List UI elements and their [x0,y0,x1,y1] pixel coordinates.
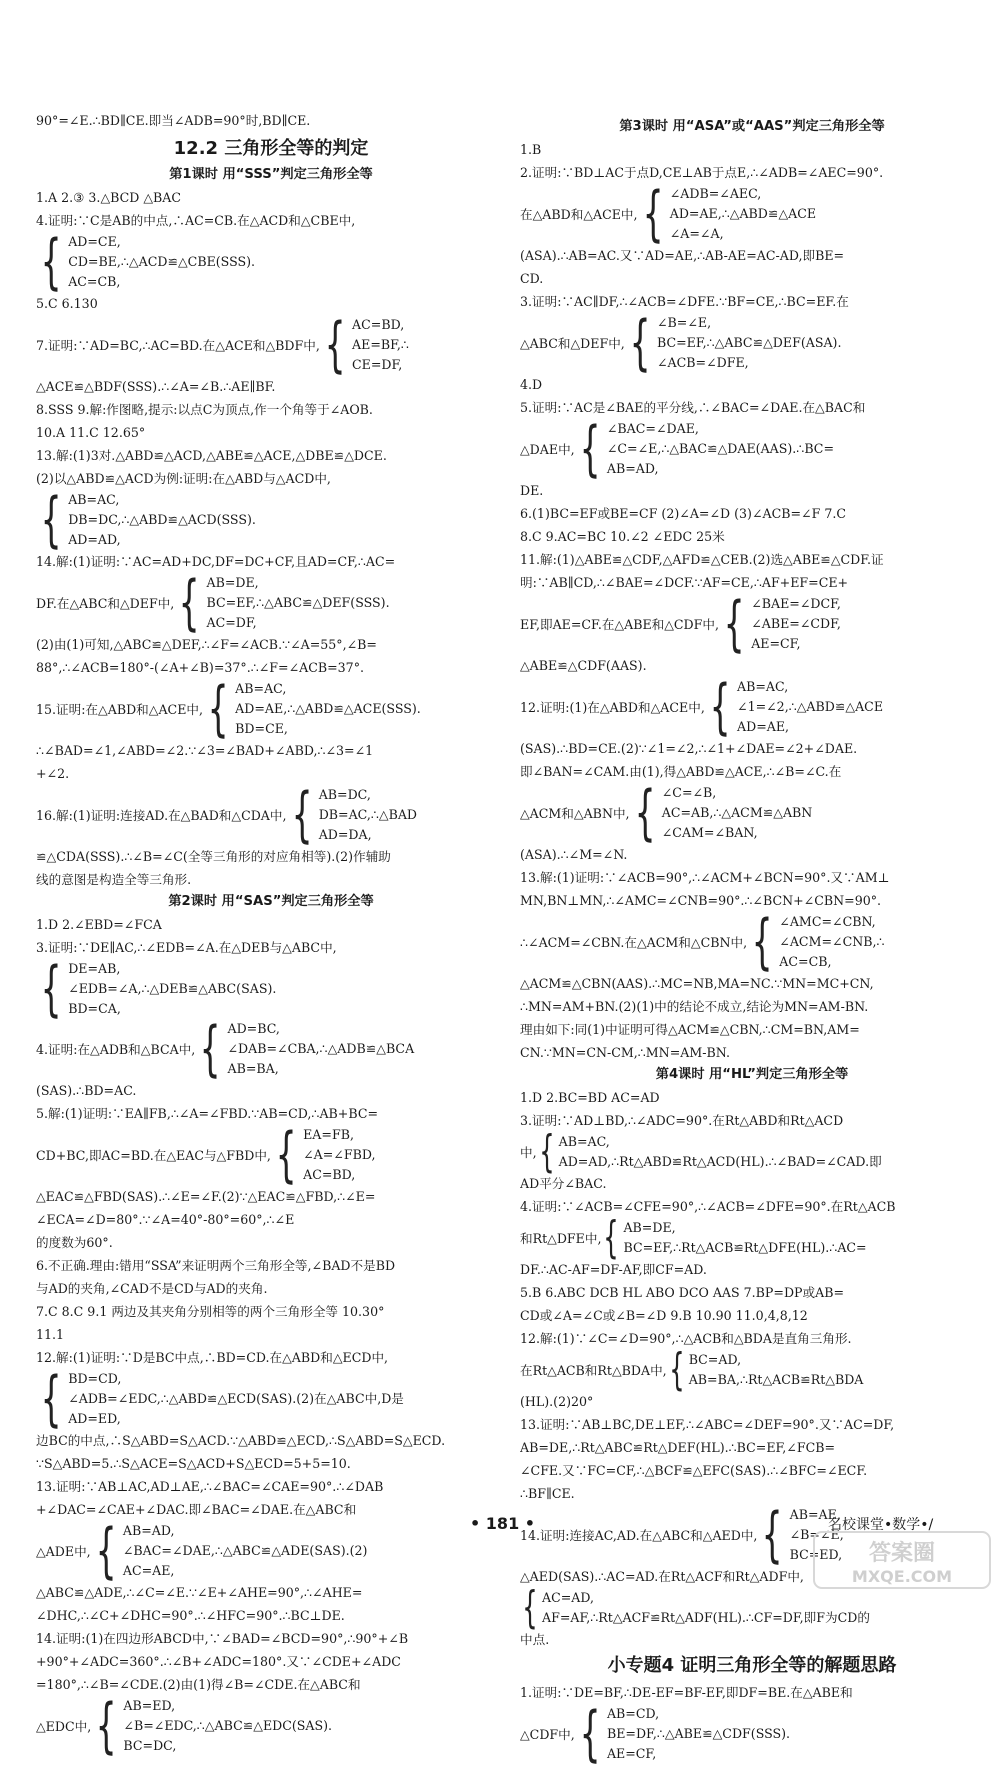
answer-line: △EAC≌△FBD(SAS).∴∠E=∠F.(2)∵△EAC≌△FBD,∴∠E= [36,1189,376,1204]
equation-system [36,485,506,555]
page-number: • 181 • [470,1514,535,1533]
brace: { [579,1699,601,1769]
equation-system [520,907,984,977]
text: 中, [520,1144,537,1160]
answer-line: +90°+∠ADC=360°.∴∠B+∠ADC=180°.又∵∠CDE+∠ADC [36,1654,401,1669]
answer-line: (ASA).∴AB=AC.又∵AD=AE,∴AB-AE=AC-AD,即BE= [520,248,845,263]
eq: AC=AD, [542,1590,595,1605]
answer-line: 4.证明:∵∠ACB=∠CFE=90°,∴∠ACB=∠DFE=90°.在Rt△ACB [520,1199,896,1214]
eq: ∠B=∠E, [657,315,712,330]
brace: { [668,1344,685,1395]
watermark-logo [812,1530,992,1590]
brace: { [579,414,601,484]
eq: BD=CE, [235,721,288,736]
eq: ∠ACM=∠CNB,∴ [779,934,885,949]
answer-line: +∠DAC=∠CAE+∠DAC.即∠BAC=∠DAE.在△ABC和 [36,1502,357,1517]
eq: AE=CF, [606,1746,657,1761]
answer-line: 线的意图是构造全等三角形. [36,872,192,887]
brace: { [207,674,229,744]
eq: ∠1=∠2,∴△ABD≌△ACE [737,699,884,714]
eq: ∠BAE=∠DCF, [751,596,841,611]
text: 12.证明:(1)在△ABD和△ACE中, [520,699,705,715]
eq: AB=AD, [606,461,659,476]
eq: AC=CB, [779,954,832,969]
answer-line: 1.B [520,142,542,157]
answer-line: =180°,∴∠B=∠CDE.(2)由(1)得∠B=∠CDE.在△ABC和 [36,1677,361,1692]
eq: AB=AC, [558,1134,610,1149]
topic-title: 小专题4 证明三角形全等的解题思路 [607,1655,897,1676]
eq: BC=EF,∴△ABC≌△DEF(SSS). [206,595,390,610]
eq: ∠B=∠E, [789,1527,844,1542]
equation-system [520,672,984,742]
answer-line: 5.证明:∵AC是∠BAE的平分线,∴∠BAC=∠DAE.在△BAC和 [520,400,866,415]
eq: AB=DE, [206,575,259,590]
answer-line: (ASA).∴∠M=∠N. [520,847,628,862]
answer-line: 6.(1)BC=EF或BE=CF (2)∠A=∠D (3)∠ACB=∠F 7.C [520,506,846,521]
answer-line: DF.∴AC-AF=DF-AF,即CF=AD. [520,1262,707,1277]
brace: { [709,672,731,742]
brace: { [642,179,664,249]
eq: AC=AE, [122,1563,175,1578]
answer-line: 8.SSS 9.解:作图略,提示:以点C为顶点,作一个角等于∠AOB. [36,402,373,417]
eq: AD=DA, [318,827,372,842]
eq: BC=ED, [789,1547,843,1562]
answer-line: 3.证明:∵AC∥DF,∴∠ACB=∠DFE.∵BF=CE,∴BC=EF.在 [520,294,849,309]
answer-line: 1.D 2.∠EBD=∠FCA [36,917,162,932]
eq: AB=AC, [737,679,789,694]
brace: { [40,485,62,555]
text: 14.证明:连接AC,AD.在△ABC和△AED中, [520,1527,758,1543]
answer-line: CD. [520,271,544,286]
answer-line: ∴∠BAD=∠1,∠ABD=∠2.∵∠3=∠BAD+∠ABD,∴∠3=∠1 [36,743,374,758]
eq: ∠ACB=∠DFE, [657,355,749,370]
brace: { [291,780,313,850]
brace: { [634,778,656,848]
brace: { [275,1120,297,1190]
answer-line: △ABE≌△CDF(AAS). [520,658,647,673]
equation-system [36,1014,506,1084]
answer-line: CD或∠A=∠C或∠B=∠D 9.B 10.90 11.0,4,8,12 [520,1308,808,1323]
brace: { [324,310,346,380]
answer-line: 2.证明:∵BD⊥AC于点D,CE⊥AB于点E,∴∠ADB=∠AEC=90°. [520,165,884,180]
answer-line: 11.1 [36,1327,65,1342]
text: 在△ABD和△ACE中, [520,206,638,222]
brace: { [762,1500,784,1570]
text: △DAE中, [520,441,575,457]
equation-system [520,1212,984,1263]
eq: AE=CF, [751,636,801,651]
eq: ∠BAC=∠DAE, [606,421,699,436]
text: △ACM和△ABN中, [520,805,630,821]
eq: ∠CAM=∠BAN, [661,825,758,840]
answer-line: 14.证明:(1)在四边形ABCD中,∵∠BAD=∠BCD=90°,∴90°+∠B [36,1631,409,1646]
eq: AD=AE, [737,719,790,734]
eq: DB=AC,∴△BAD [318,807,418,822]
eq: AB=BA,∴Rt△ACB≌Rt△BDA [688,1372,864,1387]
left-column [36,134,506,1761]
text: 在Rt△ACB和Rt△BDA中, [520,1362,667,1378]
equation-system [520,1344,984,1395]
text: EF,即AE=CF.在△ABE和△CDF中, [520,616,719,632]
text: 15.证明:在△ABD和△ACE中, [36,701,203,717]
text: 和Rt△DFE中, [520,1230,602,1246]
eq: BE=DF,∴△ABE≌△CDF(SSS). [606,1726,791,1741]
lesson-4-title: 第4课时 用“HL”判定三角形全等 [655,1067,849,1082]
eq: BC=AD, [688,1352,742,1367]
eq: AB=AC, [235,681,287,696]
lesson-1-title: 第1课时 用“SSS”判定三角形全等 [169,167,373,182]
answer-line: 边BC的中点,∴S△ABD=S△ACD.∵△ABD≌△ECD,∴S△ABD=S△ECD. [36,1433,446,1448]
answer-line: ∠ECA=∠D=80°.∵∠A=40°-80°=60°,∴∠E [36,1212,295,1227]
section-title: 12.2 三角形全等的判定 [173,138,369,159]
answer-line: (2)由(1)可知,△ABC≌△DEF,∴∠F=∠ACB.∵∠A=55°,∠B= [36,637,377,652]
eq: AB=ED, [123,1698,176,1713]
eq: AE=BF,∴ [352,337,409,352]
answer-line: ∠CFE.又∵FC=CF,∴△BCF≌△EFC(SAS).∴∠BFC=∠ECF. [520,1463,868,1478]
equation-system [36,1691,506,1761]
answer-line: 88°,∴∠ACB=180°-(∠A+∠B)=37°.∴∠F=∠ACB=37°. [36,660,364,675]
answer-line: 的度数为60°. [36,1235,113,1250]
eq: ∠ADB=∠AEC, [669,186,762,201]
answer-line: △ACM≌△CBN(AAS).∴MC=NB,MA=NC.∵MN=MC+CN, [520,976,874,991]
eq: CE=DF, [352,357,403,372]
answer-line: 12.解:(1)∵∠C=∠D=90°,∴△ACB和△BDA是直角三角形. [520,1331,852,1346]
equation-system [36,954,506,1024]
eq: BC=EF,∴△ABC≌△DEF(ASA). [657,335,842,350]
answer-line: 4.证明:∵C是AB的中点,∴AC=CB.在△ACD和△CBE中, [36,213,356,228]
brace: { [603,1212,620,1263]
footer-series: 名校课堂•数学•/ [828,1517,934,1533]
top-line: 90°=∠E.∴BD∥CE.即当∠ADB=90°时,BD∥CE. [36,113,311,128]
equation-system [520,589,984,659]
eq: ∠DAB=∠CBA,∴△ADB≌△BCA [227,1041,415,1056]
brace: { [723,589,745,659]
text: ∴∠ACM=∠CBN.在△ACM和△CBN中, [520,934,748,950]
answer-line: 明:∵AB∥CD,∴∠BAE=∠DCF.∵AF=CE,∴AF+EF=CE+ [520,575,849,590]
answer-line: MN,BN⊥MN,∴∠AMC=∠CNB=90°.∴∠BCN+∠CBN=90°. [520,893,882,908]
answer-line: 3.证明:∵AD⊥BD,∴∠ADC=90°.在Rt△ABD和Rt△ACD [520,1113,844,1128]
answer-line: 4.D [520,377,543,392]
eq: ∠C=∠B, [661,785,717,800]
answer-line: ∴BF∥CE. [520,1486,575,1501]
answer-line: 13.解:(1)证明:∵∠ACB=90°,∴∠ACM+∠BCN=90°.又∵AM⊥ [520,870,890,885]
lesson-2-title: 第2课时 用“SAS”判定三角形全等 [168,894,374,909]
answer-line: ∵S△ABD=5.∴S△ACE=S△ACD+S△ECD=5+5=10. [36,1456,351,1471]
answer-line: 中点. [520,1632,550,1647]
eq: CD=BE,∴△ACD≌△CBE(SSS). [68,254,256,269]
eq: BD=CD, [68,1371,122,1386]
answer-line: 5.解:(1)证明:∵EA∥FB,∴∠A=∠FBD.∵AB=CD,∴AB+BC= [36,1106,379,1121]
eq: AB=DC, [318,787,371,802]
eq: ∠B=∠EDC,∴△ABC≌△EDC(SAS). [123,1718,333,1733]
lesson-3-title: 第3课时 用“ASA”或“AAS”判定三角形全等 [619,119,885,134]
answer-line: 理由如下:同(1)中证明可得△ACM≌△CBN,∴CM=BN,AM= [520,1022,860,1037]
brace: { [40,227,62,297]
brace: { [95,1516,117,1586]
text: DF.在△ABC和△DEF中, [36,595,175,611]
eq: AD=AD,∴Rt△ABD≌Rt△ACD(HL).∴∠BAD=∠CAD.即 [558,1154,882,1169]
eq: AC=DF, [206,615,257,630]
answer-line: 11.解:(1)△ABE≌△CDF,△AFD≌△CEB.(2)选△ABE≌△CDF.证 [520,552,884,567]
equation-system [36,1120,506,1190]
equation-system [520,1582,984,1633]
answer-line: 7.C 8.C 9.1 两边及其夹角分别相等的两个三角形全等 10.30° [36,1304,385,1319]
equation-system [36,1516,506,1586]
eq: AB=AE, [789,1507,841,1522]
answer-line: 6.不正确.理由:错用“SSA”来证明两个三角形全等,∠BAD不是BD [36,1258,396,1273]
answer-line: (2)以△ABD≌△ACD为例:证明:在△ABD与△ACD中, [36,471,331,486]
eq: AD=BC, [227,1021,280,1036]
equation-system [520,1126,984,1177]
equation-system [36,1364,506,1434]
brace: { [178,568,200,638]
answer-line: 即∠BAN=∠CAM.由(1),得△ABD≌△ACE,∴∠B=∠C.在 [520,764,842,779]
brace: { [522,1582,538,1633]
eq: AC=BD, [352,317,405,332]
equation-system [520,308,984,378]
answer-line: 5.C 6.130 [36,296,98,311]
answer-line: 5.B 6.ABC DCB HL ABO DCO AAS 7.BP=DP或AB= [520,1285,845,1300]
eq: AB=AD, [122,1523,175,1538]
brace: { [538,1126,555,1177]
text: CD+BC,即AC=BD.在△EAC与△FBD中, [36,1147,271,1163]
eq: BC=DC, [123,1738,177,1753]
equation-system [520,179,984,249]
answer-line: (SAS).∴BD=AC. [36,1083,137,1098]
eq: ∠EDB=∠A,∴△DEB≌△ABC(SAS). [68,981,277,996]
answer-line: 3.证明:∵DE∥AC,∴∠EDB=∠A.在△DEB与△ABC中, [36,940,337,955]
brace: { [629,308,651,378]
eq: BC=EF,∴Rt△ACB≌Rt△DFE(HL).∴AC= [623,1240,867,1255]
text: △ABC和△DEF中, [520,335,625,351]
answer-line: +∠2. [36,766,70,781]
text: △ADE中, [36,1543,91,1559]
answer-line: 10.A 11.C 12.65° [36,425,146,440]
eq: AB=DE, [623,1220,676,1235]
svg-text:MXQE.COM: MXQE.COM [851,1567,953,1586]
answer-line: ∠DHC,∴∠C+∠DHC=90°.∴∠HFC=90°.∴BC⊥DE. [36,1608,345,1623]
text: 7.证明:∵AD=BC,∴AC=BD.在△ACE和△BDF中, [36,337,320,353]
answer-line: 13.证明:∵AB⊥AC,AD⊥AE,∴∠BAC=∠CAE=90°.∴∠DAB [36,1479,384,1494]
answer-line: 8.C 9.AC=BC 10.∠2 ∠EDC 25米 [520,529,725,544]
eq: ∠C=∠E,∴△BAC≌△DAE(AAS).∴BC= [606,441,834,456]
eq: ∠AMC=∠CBN, [779,914,876,929]
answer-line: 12.解:(1)证明:∵D是BC中点,∴BD=CD.在△ABD和△ECD中, [36,1350,389,1365]
answer-line: 1.证明:∵DE=BF,∴DE-EF=BF-EF,即DF=BE.在△ABE和 [520,1685,853,1700]
brace: { [40,1364,62,1434]
equation-system [36,568,506,638]
equation-system [520,414,984,484]
equation-system [36,310,506,380]
answer-line: △AED(SAS).∴AC=AD.在Rt△ACF和Rt△ADF中, [520,1569,804,1584]
brace: { [40,954,62,1024]
eq: AD=AE,∴△ABD≌△ACE(SSS). [235,701,421,716]
answer-line: (SAS).∴BD=CE.(2)∵∠1=∠2,∴∠1+∠DAE=∠2+∠DAE. [520,741,858,756]
eq: AC=AB,∴△ACM≌△ABN [661,805,813,820]
answer-line: AD平分∠BAC. [520,1176,607,1191]
eq: ∠ADB=∠EDC,∴△ABD≌△ECD(SAS).(2)在△ABC中,D是 [68,1391,404,1406]
answer-line: △ACE≌△BDF(SSS).∴∠A=∠B.∴AE∥BF. [36,379,276,394]
eq: EA=FB, [303,1127,354,1142]
svg-text:答案圈: 答案圈 [868,1541,936,1566]
eq: AB=BA, [227,1061,279,1076]
text: 16.解:(1)证明:连接AD.在△BAD和△CDA中, [36,807,287,823]
eq: AB=AC, [68,492,120,507]
eq: DB=DC,∴△ABD≌△ACD(SSS). [68,512,256,527]
eq: ∠A=∠A, [669,226,724,241]
equation-system [36,674,506,744]
answer-line: CN.∵MN=CN-CM,∴MN=AM-BN. [520,1045,730,1060]
eq: AD=AE,∴△ABD≌△ACE [669,206,817,221]
answer-line: ∴MN=AM+BN.(2)(1)中的结论不成立,结论为MN=AM-BN. [520,999,869,1014]
eq: ∠A=∠FBD, [303,1147,376,1162]
eq: AB=CD, [606,1706,660,1721]
eq: AF=AF,∴Rt△ACF≌Rt△ADF(HL).∴CF=DF,即F为CD的 [542,1610,870,1625]
brace: { [751,907,773,977]
eq: BD=CA, [68,1001,121,1016]
eq: ∠BAC=∠DAE,∴△ABC≌△ADE(SAS).(2) [122,1543,368,1558]
text: △CDF中, [520,1726,575,1742]
answer-line: DE. [520,483,544,498]
eq: AD=AD, [68,532,121,547]
answer-line: AB=DE,∴Rt△ABC≌Rt△DEF(HL).∴BC=EF,∠FCB= [520,1440,836,1455]
equation-system [520,1699,984,1769]
equation-system [36,227,506,297]
answer-line: (HL).(2)20° [520,1394,594,1409]
eq: AC=BD, [303,1167,356,1182]
eq: DE=AB, [68,961,121,976]
equation-system [520,778,984,848]
answer-line: 1.A 2.③ 3.△BCD △BAC [36,190,182,205]
text: 4.证明:在△ADB和△BCA中, [36,1041,196,1057]
answer-line: 1.D 2.BC=BD AC=AD [520,1090,660,1105]
brace: { [95,1691,117,1761]
eq: AD=ED, [68,1411,121,1426]
eq: ∠ABE=∠CDF, [751,616,841,631]
answer-line: 与AD的夹角,∠CAD不是CD与AD的夹角. [36,1281,268,1296]
answer-line: 13.证明:∵AB⊥BC,DE⊥EF,∴∠ABC=∠DEF=90°.又∵AC=DF, [520,1417,895,1432]
brace: { [199,1014,221,1084]
answer-line: △ABC≌△ADE,∴∠C=∠E.∵∠E+∠AHE=90°,∴∠AHE= [36,1585,363,1600]
text: △EDC中, [36,1718,92,1734]
answer-line: 14.解:(1)证明:∵AC=AD+DC,DF=DC+CF,且AD=CF,∴AC= [36,554,396,569]
equation-system [36,780,506,850]
answer-line: 13.解:(1)3对.△ABD≌△ACD,△ABE≌△ACE,△DBE≌△DCE. [36,448,387,463]
answer-line: ≌△CDA(SSS).∴∠B=∠C(全等三角形的对应角相等).(2)作辅助 [36,849,391,864]
eq: AD=CE, [68,234,121,249]
eq: AC=CB, [68,274,121,289]
